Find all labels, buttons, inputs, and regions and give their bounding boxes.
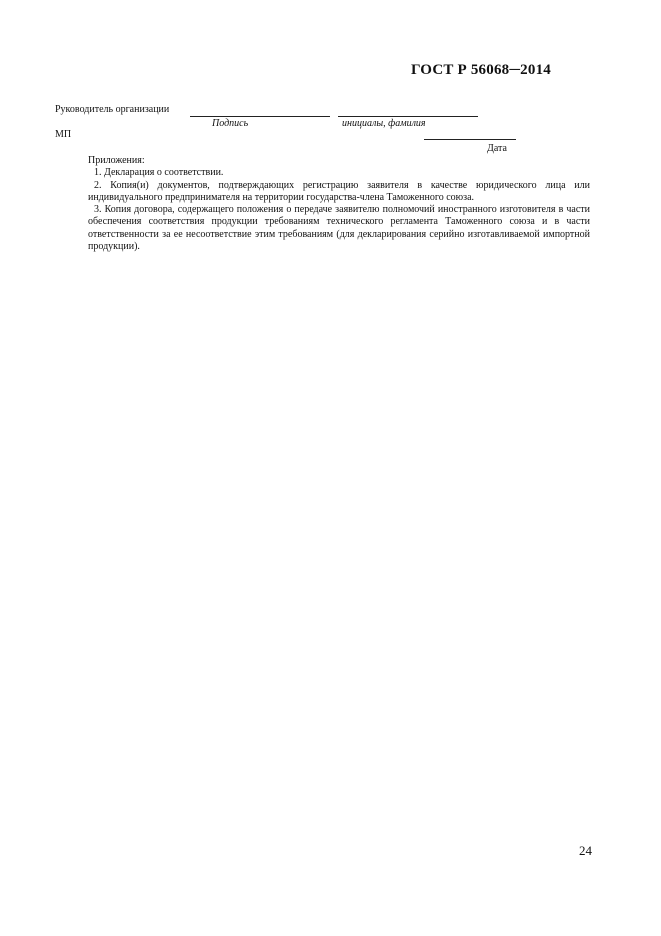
signature-caption: Подпись [212, 118, 249, 129]
date-line [424, 139, 516, 140]
stamp-label: МП [55, 129, 72, 140]
appendix-section [88, 155, 590, 253]
page-number: 24 [579, 843, 592, 858]
signature-line [190, 116, 330, 117]
appendix-item: 1. Декларация о соответствии. [94, 167, 224, 179]
appendix-title: Приложения: [88, 155, 145, 166]
date-caption: Дата [487, 143, 507, 154]
document-header-code: ГОСТ Р 56068─2014 [410, 62, 551, 78]
organization-head-label: Руководитель организации [55, 104, 170, 115]
name-caption: инициалы, фамилия [342, 118, 426, 129]
name-line [338, 116, 478, 117]
appendix-item: 3. Копия договора, содержащего положения о передаче заявителю полномочий иностранного изготовителя в части обеспечения соответствия продукции требованиям технического регламента Таможенного союза и в части ответственности за ее несоответствие этим требованиям (для декларирования серийно изготавливаемой импортной продукции). [88, 204, 590, 253]
appendix-item: 2. Копия(и) документов, подтверждающих регистрацию заявителя в качестве юридического лица или индивидуального предпринимателя на территории государства-члена Таможенного союза. [88, 179, 590, 203]
